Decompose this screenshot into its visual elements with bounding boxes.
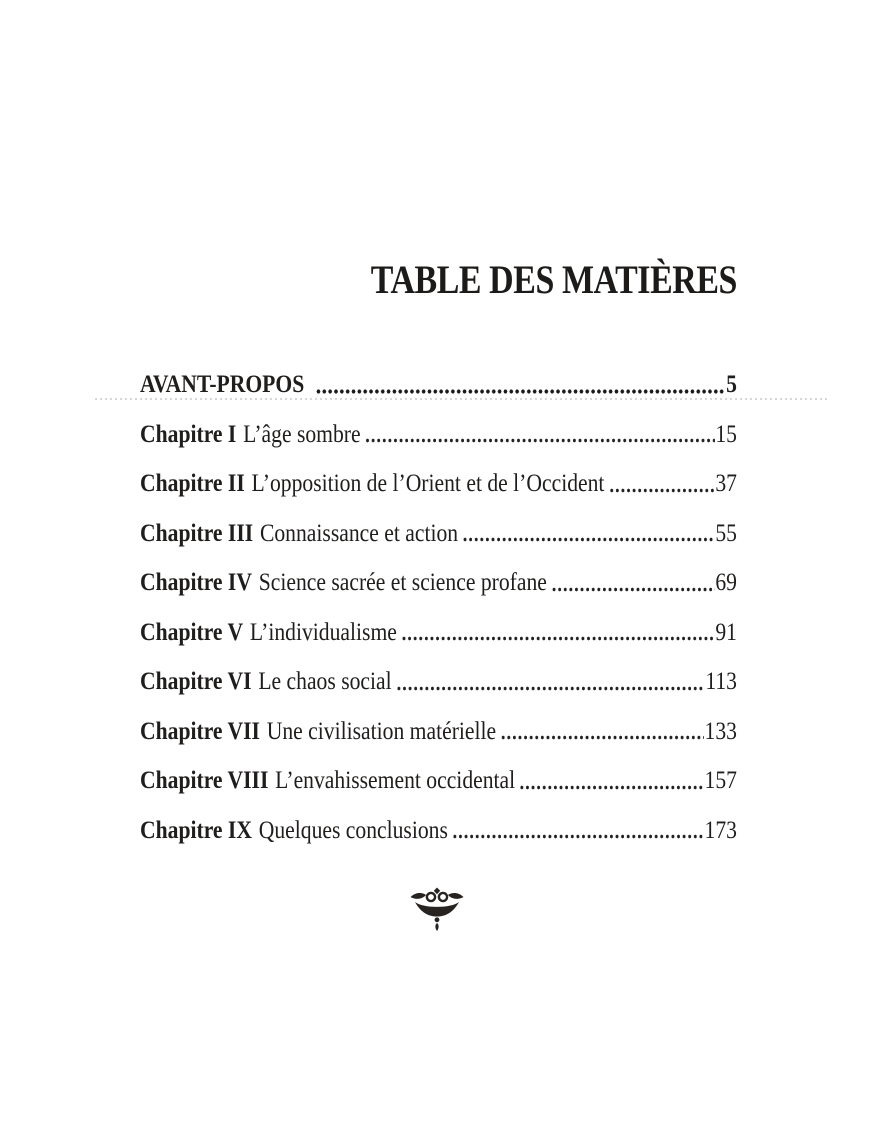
- entry-label: [140, 409, 361, 459]
- dot-leader: [401, 636, 714, 641]
- page-number: 69: [715, 567, 737, 596]
- page-number: 157: [704, 765, 737, 794]
- page-number: 133: [704, 715, 737, 745]
- toc-entry: [140, 805, 737, 855]
- page-number: 37: [715, 468, 737, 497]
- page-number: 91: [715, 616, 737, 646]
- chapter-label: Chapitre V: [140, 616, 244, 646]
- toc-entry: [140, 656, 737, 706]
- entry-title: Science sacrée et science profane: [258, 567, 547, 596]
- entry-label: [140, 557, 547, 607]
- dot-leader: [462, 537, 714, 542]
- chapter-label: Chapitre III: [140, 517, 254, 547]
- entry-title: L’opposition de l’Orient et de l’Occident: [251, 468, 605, 497]
- page-number: 5: [726, 369, 737, 398]
- toc-entry: [140, 755, 737, 805]
- entry-title: L’âge sombre: [243, 418, 361, 448]
- entry-label: [140, 755, 515, 805]
- entry-label: [140, 607, 397, 657]
- chapter-label: Chapitre VIII: [140, 765, 269, 794]
- entry-title: Une civilisation matérielle: [266, 715, 497, 745]
- fleuron-icon: [409, 885, 465, 931]
- entry-label: [140, 458, 604, 508]
- page-number: 15: [715, 418, 737, 448]
- toc-entry: [140, 409, 737, 459]
- toc-entry: [140, 458, 737, 508]
- toc-content: [140, 0, 737, 1131]
- dot-leader: [396, 686, 705, 691]
- chapter-label: AVANT-PROPOS: [140, 369, 305, 398]
- dot-leader: [519, 785, 703, 790]
- page-number: 173: [704, 814, 737, 844]
- entry-title: L’individualisme: [249, 616, 397, 646]
- chapter-label: Chapitre VII: [140, 715, 260, 745]
- toc-entry: [140, 706, 737, 756]
- entry-title: Quelques conclusions: [258, 814, 448, 844]
- dot-leader: [551, 587, 714, 592]
- page-number: 113: [705, 666, 737, 695]
- dot-leader: [365, 438, 715, 443]
- entry-label: [140, 508, 458, 558]
- entry-title: L’envahissement occidental: [275, 765, 516, 794]
- toc-entry: [140, 607, 737, 657]
- chapter-label: Chapitre VI: [140, 666, 252, 695]
- chapter-label: Chapitre I: [140, 418, 237, 448]
- entry-title: Le chaos social: [258, 666, 392, 695]
- chapter-label: Chapitre IX: [140, 814, 252, 844]
- chapter-label: Chapitre II: [140, 468, 245, 497]
- dot-leader: [315, 389, 725, 394]
- chapter-label: Chapitre IV: [140, 567, 252, 596]
- toc-entry: [140, 359, 737, 409]
- toc-entry: [140, 557, 737, 607]
- entry-label: [140, 656, 392, 706]
- dot-leader: [452, 834, 704, 839]
- page-title: TABLE DES MATIÈRES: [370, 257, 737, 302]
- toc-list: [140, 359, 737, 854]
- entry-label: [140, 359, 311, 409]
- page-number: 55: [715, 517, 737, 547]
- entry-label: [140, 706, 496, 756]
- toc-entry: [140, 508, 737, 558]
- entry-label: [140, 805, 448, 855]
- entry-title: Connaissance et action: [259, 517, 459, 547]
- dot-leader: [500, 735, 703, 740]
- dot-leader: [609, 488, 715, 493]
